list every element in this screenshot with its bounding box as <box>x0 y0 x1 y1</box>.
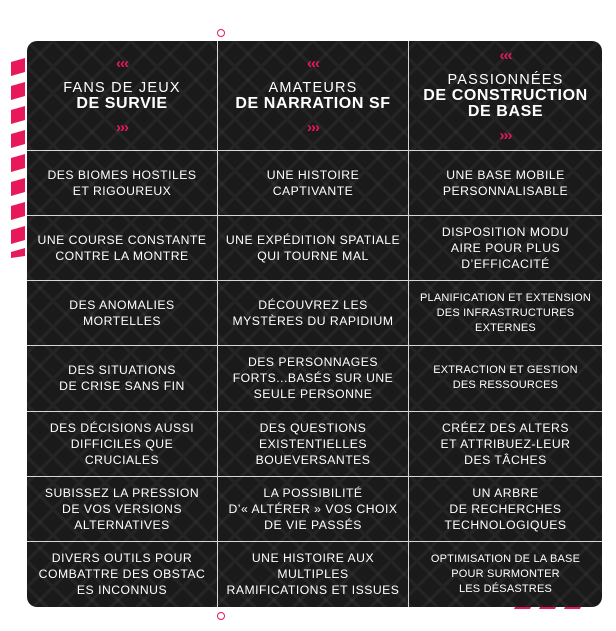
cell-text: DES SITUATIONS DE CRISE SANS FIN <box>59 363 185 394</box>
cell-text: OPTIMISATION DE LA BASE POUR SURMONTER LES DÉSASTRES <box>430 552 581 595</box>
cell-text: DES DÉCISIONS AUSSI DIFFICILES QUE CRUCIALES <box>49 420 195 467</box>
table-cell <box>409 412 602 477</box>
header-title-bold: DE CONSTRUCTION DE BASE <box>423 86 588 120</box>
table-cell <box>409 542 602 607</box>
header-title-top: FANS DE JEUX <box>63 79 181 96</box>
table-cell <box>409 346 602 411</box>
column-header-base-building <box>409 41 602 151</box>
cell-text: UNE HISTOIRE CAPTIVANTE <box>266 168 360 199</box>
cell-text: EXTRACTION ET GESTION DES RESSOURCES <box>433 364 578 392</box>
chevron-right-icon: ››› <box>307 118 319 136</box>
chevron-left-icon: ‹‹‹ <box>499 46 512 64</box>
table-cell <box>218 346 409 411</box>
cell-text: DISPOSITION MODU AIRE POUR PLUS D’EFFICACITÉ <box>441 225 570 272</box>
table-cell <box>409 281 602 346</box>
table-cell <box>218 151 409 216</box>
cell-text: UNE EXPÉDITION SPATIALE QUI TOURNE MAL <box>225 233 401 264</box>
table-cell <box>27 281 218 346</box>
table-cell <box>218 412 409 477</box>
header-title-top: PASSIONNÉES <box>447 71 564 88</box>
ring-decoration-bottom <box>217 612 225 620</box>
table-cell <box>218 216 409 281</box>
cell-text: DES QUESTIONS EXISTENTIELLES BOUEVERSANTES <box>255 420 371 467</box>
column-header-survival <box>27 41 218 151</box>
cell-text: UN ARBRE DE RECHERCHES TECHNOLOGIQUES <box>444 485 567 532</box>
table-cell <box>27 346 218 411</box>
cell-text: DES BIOMES HOSTILES ET RIGOUREUX <box>47 168 197 199</box>
cell-text: PLANIFICATION ET EXTENSION DES INFRASTRUCTURES EXTERNES <box>419 291 592 334</box>
table-cell <box>218 281 409 346</box>
header-title-top: AMATEURS <box>268 79 358 96</box>
pink-stripes-decoration <box>11 58 25 258</box>
cell-text: UNE COURSE CONSTANTE CONTRE LA MONTRE <box>37 233 207 264</box>
ring-decoration-top <box>217 29 225 37</box>
chevron-right-icon: ››› <box>116 118 128 136</box>
header-title-bold: DE SURVIE <box>76 94 168 112</box>
cell-text: SUBISSEZ LA PRESSION DE VOS VERSIONS ALTERNATIVES <box>44 485 200 532</box>
table-cell <box>409 151 602 216</box>
cell-text: LA POSSIBILITÉ D’« ALTÉRER » VOS CHOIX DE VIE PASSÉS <box>228 485 398 532</box>
chevron-left-icon: ‹‹‹ <box>307 54 319 72</box>
cell-text: DIVERS OUTILS POUR COMBATTRE DES OBSTAC ES INCONNUS <box>38 551 206 598</box>
cell-text: UNE BASE MOBILE PERSONNALISABLE <box>442 168 569 199</box>
chevron-left-icon: ‹‹‹ <box>116 54 128 72</box>
cell-text: DES ANOMALIES MORTELLES <box>69 298 175 329</box>
table-cell <box>27 477 218 542</box>
table-cell <box>218 542 409 607</box>
table-cell <box>409 477 602 542</box>
table-cell <box>218 477 409 542</box>
header-title-bold: DE NARRATION SF <box>235 94 391 112</box>
cell-text: UNE HISTOIRE AUX MULTIPLES RAMIFICATIONS ET ISSUES <box>226 551 400 598</box>
table-cell <box>27 151 218 216</box>
table-cell <box>27 216 218 281</box>
table-cell <box>409 216 602 281</box>
cell-text: DÉCOUVREZ LES MYSTÈRES DU RAPIDIUM <box>232 298 394 329</box>
column-header-narrative <box>218 41 409 151</box>
cell-text: CRÉEZ DES ALTERS ET ATTRIBUEZ-LEUR DES TÂCHES <box>440 420 571 467</box>
chevron-right-icon: ››› <box>499 126 512 144</box>
table-cell <box>27 542 218 607</box>
cell-text: DES PERSONNAGES FORTS...BASÉS SUR UNE SEULE PERSONNE <box>232 355 394 402</box>
table-cell <box>27 412 218 477</box>
comparison-table <box>27 41 602 607</box>
